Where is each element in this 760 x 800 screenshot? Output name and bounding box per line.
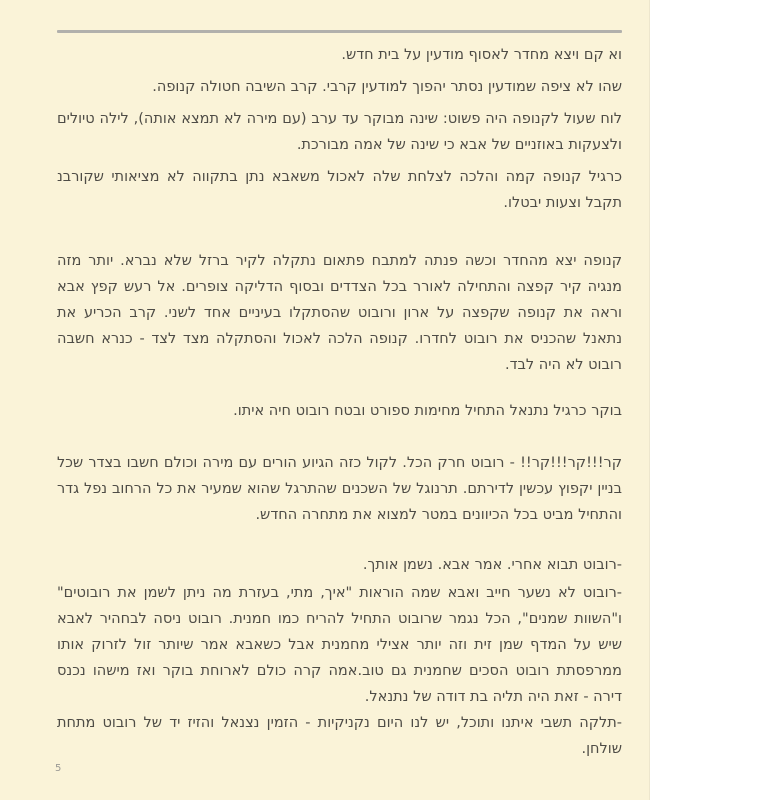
story-paragraph: קנופה יצא מהחדר וכשה פנתה למתבח פתאום נתקלה לקיר ברזל שלא נברא. יותר מזה מנגיה קיר קפצה והתחילה לאורר בכל הצדדים ובסוף הדליקה צופרים. אל רעש קפץ אבא וראה את קנופה שקפצה על ארון ורובוט שהסתקלו בעיניים אחד לשני. קרב הכריע את נתאנל שהכניס את רובוט לחדרו. קנופה הלכה לאכול והסתקלה מצד לצד - כנרא חשבה רובוט לא היה לבד. [57,253,622,373]
story-paragraph: קר!!!קר!!!קר!! - רובוט חרק הכל. לקול כזה הגיוע הורים עם מירה וכולם חשבו בצדר שכל בניין יקפוץ עכשין לדירתם. תרנוגל של השכנים שהתרגל שהוא שמעיר את כל הרחוב נפל גדר והתחיל מביט בכל הכיוונים במטר למצוא את מתחרה החדש. [57,455,622,523]
story-paragraph: בוקר כרגיל נתנאל התחיל מחימות ספורט ובטח רובוט חיה איתו. [233,403,622,419]
page-number: 5 [55,763,62,774]
story-paragraph: וא קם ויצא מחדר לאסוף מודעין על בית חדש. [341,47,622,63]
story-paragraph: -רובוט תבוא אחרי. אמר אבא. נשמן אותך. [362,557,622,573]
story-paragraph: כרגיל קנופה קמה והלכה לצלחת שלה לאכול משאבא נתן בתקווה לא מציאותי שקורבנ תקבל וצעות יבטלו. [57,169,622,211]
story-paragraph: לוח שעול לקנופה היה פשוט: שינה מבוקר עד ערב (עם מירה לא תמצא אותה), לילה טיולים ולצעקות באוזניים של אבא כי שינה של אמה מבורכת. [57,111,622,153]
story-paragraph: שהו לא ציפה שמודעין נסתר יהפוך למודעין קרבי. קרב השיבה חטולה קנופה. [152,79,622,95]
story-text-block [57,42,622,762]
story-paragraph: -רובוט לא נשער חייב ואבא שמה הוראות "איך, מתי, בעזרת מה ניתן לשמן את רובוטים" ו"השוות שמנים", הכל נגמר שרובוט התחיל להריח כמו חמנית. רובוט ניסה לבחהיר לאבא שיש על המדף שמן זית וזה יותר אצילי מחמנית אבל כשאבא אמר שיותר זול לזרוק אותו ממרפסתת רובוט הסכים שחמנית גם טוב.אמה קרה כולם לארוחת בוקר ואז מישהו נכנס דירה - זאת היה תליה בת דודה של נתנאל. [57,585,622,705]
horizontal-rule [57,30,622,33]
story-paragraph: -תלקה תשבי איתנו ותוכל, יש לנו היום נקניקיות - הזמין נצנאל והזיז יד של רובוט מתחת שולחן. [57,715,622,757]
